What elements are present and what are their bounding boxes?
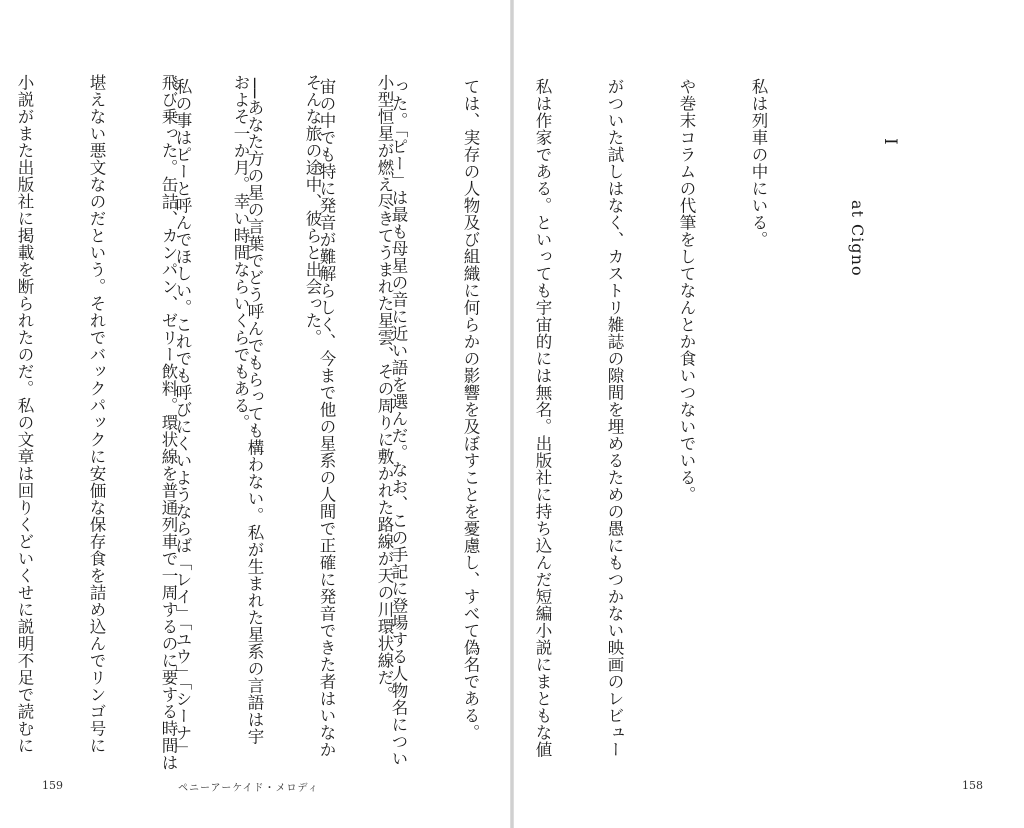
text-line: 私は作家である。といっても宇宙的には無名。出版社に持ち込んだ短編小説にまともな値	[533, 78, 552, 758]
text-line: った。「ピー」は最も母星の音に近い語を選んだ。なお、この手記に登場する人物名につい	[389, 78, 408, 767]
chapter-subtitle: at Cigno	[848, 200, 867, 277]
text-line: 私の事はピーと呼んでほしい。これでも呼びにくいようならば「レイ」「ユウ」「シーナ」	[173, 78, 192, 759]
text-line: 小説がまた出版社に掲載を断られたのだ。私の文章は回りくどいくせに説明不足で読むに	[15, 74, 34, 754]
text-line: 宙の中でも特に発音が難解らしく、今まで他の星系の人間で正確に発音できた者はいなか	[317, 78, 336, 758]
text-line: ては、実存の人物及び組織に何らかの影響を及ぼすことを憂慮し、すべて偽名である。	[461, 78, 480, 741]
page-number: 158	[962, 779, 983, 792]
running-head: ペニーアーケイド・メロディ	[178, 783, 319, 794]
chapter-number: I	[880, 138, 900, 145]
text-line: がついた試しはなく、カストリ雑誌の隙間を埋めるための愚にもつかない映画のレビュー	[605, 78, 624, 758]
text-line: 飛び乗った。缶詰、カンパン、ゼリー飲料。環状線を普通列車で一周するのに要する時間は	[159, 74, 178, 771]
text-line: およそ一か月。幸い時間ならいくらでもある。	[231, 74, 250, 431]
text-line: 堪えない悪文なのだという。それでバックパックに安価な保存食を詰め込んでリンゴ号に	[87, 74, 106, 754]
page-number: 159	[42, 779, 63, 792]
text-line: 小型恒星が燃え尽きてうまれた星雲、その周りに敷かれた路線が天の川環状線だ。	[375, 74, 394, 703]
text-line: 私は列車の中にいる。	[749, 78, 768, 248]
text-line: ──あなた方の星の言葉でどう呼んでもらっても構わない。私が生まれた星系の言語は宇	[245, 78, 264, 745]
text-line: そんな旅の途中、彼らと出会った。	[303, 74, 322, 346]
text-line: や巻末コラムの代筆をしてなんとか食いつないでいる。	[677, 78, 696, 503]
